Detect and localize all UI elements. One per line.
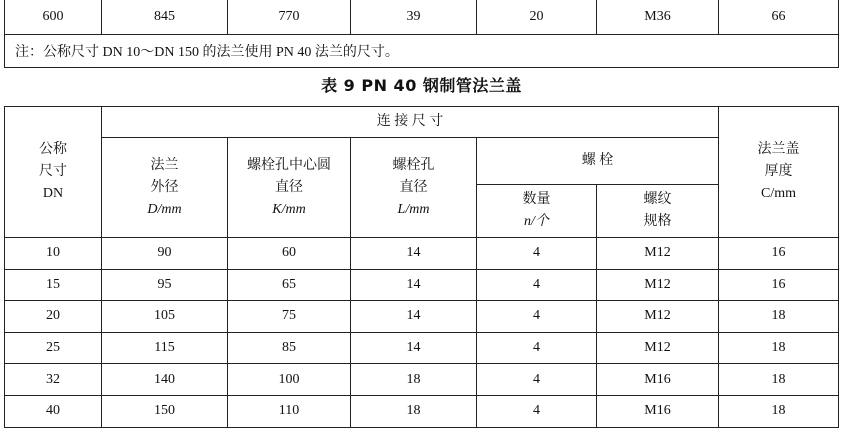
table-cell: M12 xyxy=(597,238,719,270)
table-cell: 18 xyxy=(719,364,839,396)
table-cell: 18 xyxy=(719,301,839,333)
table-cell: 20 xyxy=(5,301,102,333)
table-cell: 10 xyxy=(5,238,102,270)
previous-table-fragment xyxy=(4,0,839,68)
table-cell: 20 xyxy=(477,0,597,35)
header-bolt-circle-diameter: 螺栓孔中心圆 直径 K/mm xyxy=(228,138,351,238)
table-cell: 32 xyxy=(5,364,102,396)
table-cell: 150 xyxy=(102,395,228,427)
table-cell: M16 xyxy=(597,364,719,396)
table-cell: 90 xyxy=(102,238,228,270)
table-cell: 115 xyxy=(102,332,228,364)
table-cell: 4 xyxy=(477,395,597,427)
table-cell: 18 xyxy=(719,332,839,364)
table-cell: 4 xyxy=(477,301,597,333)
table-cell: 66 xyxy=(719,0,839,35)
table-cell: 40 xyxy=(5,395,102,427)
note-row xyxy=(5,35,839,68)
table-cell: 14 xyxy=(351,332,477,364)
table-cell: 25 xyxy=(5,332,102,364)
table-cell: 110 xyxy=(228,395,351,427)
table-cell: 95 xyxy=(102,269,228,301)
table-cell: 14 xyxy=(351,301,477,333)
table-cell: 845 xyxy=(102,0,228,35)
header-bolt: 螺 栓 xyxy=(477,138,719,185)
table-cell: M12 xyxy=(597,269,719,301)
table-cell: 16 xyxy=(719,269,839,301)
table-cell: 4 xyxy=(477,332,597,364)
table-cell: 4 xyxy=(477,269,597,301)
table-note: 注：公称尺寸 DN 10～DN 150 的法兰使用 PN 40 法兰的尺寸。 xyxy=(5,35,839,68)
table-cell: 140 xyxy=(102,364,228,396)
header-bolt-hole-diameter: 螺栓孔 直径 L/mm xyxy=(351,138,477,238)
table-row xyxy=(5,0,839,35)
table-cell: 18 xyxy=(351,395,477,427)
table-cell: 105 xyxy=(102,301,228,333)
table-cell: 60 xyxy=(228,238,351,270)
table-cell: 75 xyxy=(228,301,351,333)
table-row xyxy=(5,301,839,333)
table-cell: M16 xyxy=(597,395,719,427)
table-cell: 4 xyxy=(477,238,597,270)
header-connection-dimensions: 连 接 尺 寸 xyxy=(102,107,719,138)
table-cell: 14 xyxy=(351,238,477,270)
table-cell: 39 xyxy=(351,0,477,35)
table-cell: 600 xyxy=(5,0,102,35)
table-cell: 15 xyxy=(5,269,102,301)
header-outer-diameter: 法兰 外径 D/mm xyxy=(102,138,228,238)
header-row xyxy=(5,107,839,138)
header-thickness: 法兰盖 厚度 C/mm xyxy=(719,107,839,238)
table-cell: M12 xyxy=(597,301,719,333)
table-cell: M12 xyxy=(597,332,719,364)
table-row xyxy=(5,269,839,301)
table-cell: 18 xyxy=(719,395,839,427)
table-cell: 18 xyxy=(351,364,477,396)
flange-cover-table xyxy=(4,106,839,428)
header-nominal-size: 公称 尺寸 DN xyxy=(5,107,102,238)
table-row xyxy=(5,364,839,396)
header-bolt-thread: 螺纹 规格 xyxy=(597,185,719,238)
table-caption: 表 9 PN 40 钢制管法兰盖 xyxy=(321,76,522,95)
table-cell: 16 xyxy=(719,238,839,270)
table-cell: M36 xyxy=(597,0,719,35)
table-cell: 65 xyxy=(228,269,351,301)
header-bolt-quantity: 数量 n/个 xyxy=(477,185,597,238)
table-cell: 85 xyxy=(228,332,351,364)
table-row xyxy=(5,332,839,364)
table-cell: 14 xyxy=(351,269,477,301)
table-row xyxy=(5,238,839,270)
header-row xyxy=(5,138,839,185)
table-cell: 100 xyxy=(228,364,351,396)
table-cell: 4 xyxy=(477,364,597,396)
table-cell: 770 xyxy=(228,0,351,35)
table-row xyxy=(5,395,839,427)
